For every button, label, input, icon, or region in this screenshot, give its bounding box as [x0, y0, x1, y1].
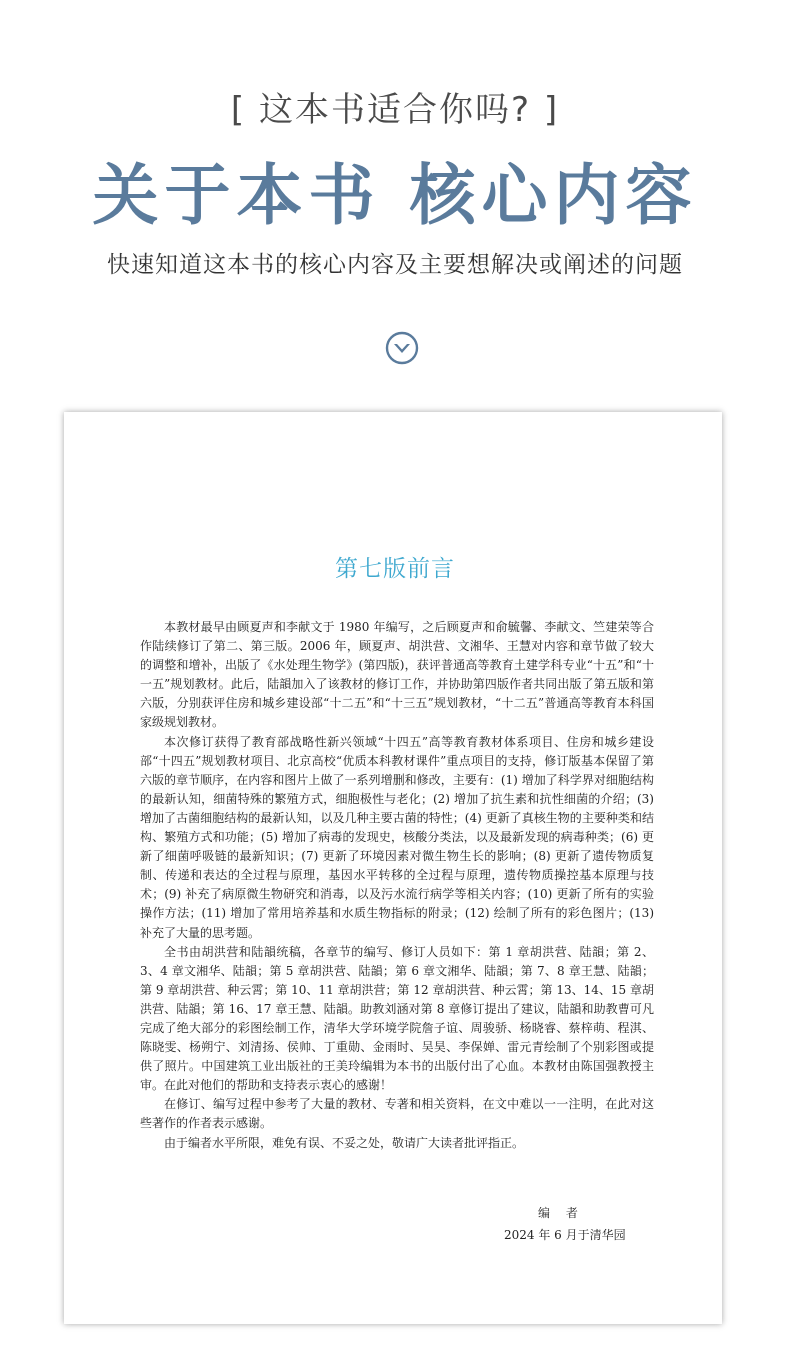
signature-author: 编 者 [538, 1206, 584, 1220]
chevron-down-circle-icon [385, 331, 419, 365]
preface-paragraph: 本教材最早由顾夏声和李献文于 1980 年编写，之后顾夏声和俞毓馨、李献文、竺建荣等合作陆续修订了第二、第三版。2006 年，顾夏声、胡洪营、文湘华、王慧对内容和章节做了较大的调整和增补，出版了《水处理生物学》(第四版)，获评普通高等教育土建学科专业“十五”和“十一五”规划教材。此后，陆韻加入了该教材的修订工作，并协助第四版作者共同出版了第五版和第六版，分别获评住房和城乡建设部“十二五”和“十三五”规划教材，“十二五”普通高等教育本科国家级规划教材。 [140, 620, 654, 730]
document-title: 第七版前言 [335, 556, 455, 582]
subtitle: 快速知道这本书的核心内容及主要想解决或阐述的问题 [107, 252, 683, 278]
preface-paragraph: 本次修订获得了教育部战略性新兴领域“十四五”高等教育教材体系项目、住房和城乡建设部“十四五”规划教材项目、北京高校“优质本科教材课件”重点项目的支持，修订版基本保留了第六版的章节顺序，在内容和图片上做了一系列增删和修改，主要有：(1) 增加了科学界对细胞结构的最新认知，细菌特殊的繁殖方式，细胞极性与老化；(2) 增加了抗生素和抗性细菌的介绍；(3) 增加了古菌细胞结构的最新认知，以及几种主要古菌的特性；(4) 更新了真核生物的主要种类和结构、繁殖方式和功能；(5) 增加了病毒的发现史，核酸分类法，以及最新发现的病毒种类；(6) 更新了细菌呼吸链的最新知识；(7) 更新了环境因素对微生物生长的影响；(8) 更新了遗传物质复制、传递和表达的全过程与原理，基因水平转移的全过程与原理，遗传物质操控基本原理与技术；(9) 补充了病原微生物研究和消毒，以及污水流行病学等相关内容；(10) 更新了所有的实验操作方法；(11) 增加了常用培养基和水质生物指标的附录；(12) 绘制了所有的彩色图片；(13) 补充了大量的思考题。 [140, 734, 654, 940]
signature-date: 2024 年 6 月于清华园 [504, 1228, 626, 1242]
question-label: [ 这本书适合你吗? ] [230, 90, 560, 130]
preface-body [140, 618, 654, 1153]
preface-paragraph: 由于编者水平所限，难免有误、不妥之处，敬请广大读者批评指正。 [164, 1135, 525, 1150]
preface-paragraph: 全书由胡洪营和陆韻统稿，各章节的编写、修订人员如下：第 1 章胡洪营、陆韻；第 2、3、4 章文湘华、陆韻；第 5 章胡洪营、陆韻；第 6 章文湘华、陆韻；第 7、8 章王慧、陆韻；第 9 章胡洪营、种云霄；第 10、11 章胡洪营；第 12 章胡洪营、种云霄；第 13、14、15 章胡洪营、陆韻；第 16、17 章王慧、陆韻。助教刘涵对第 8 章修订提出了建议，陆韻和助教曹可凡完成了绝大部分的彩图绘制工作，清华大学环境学院詹子谊、周骏骄、杨晓睿、蔡梓萌、程淇、陈晓雯、杨朔宁、刘清扬、侯帅、丁重勋、金雨时、吴昊、李保婵、雷元青绘制了个别彩图或提供了照片。中国建筑工业出版社的王美玲编辑为本书的出版付出了心血。本教材由陈国强教授主审。在此对他们的帮助和支持表示衷心的感谢！ [140, 944, 654, 1093]
preface-paragraph: 在修订、编写过程中参考了大量的教材、专著和相关资料，在文中难以一一注明，在此对这些著作的作者表示感谢。 [140, 1097, 654, 1131]
main-heading: 关于本书 核心内容 [92, 156, 698, 234]
